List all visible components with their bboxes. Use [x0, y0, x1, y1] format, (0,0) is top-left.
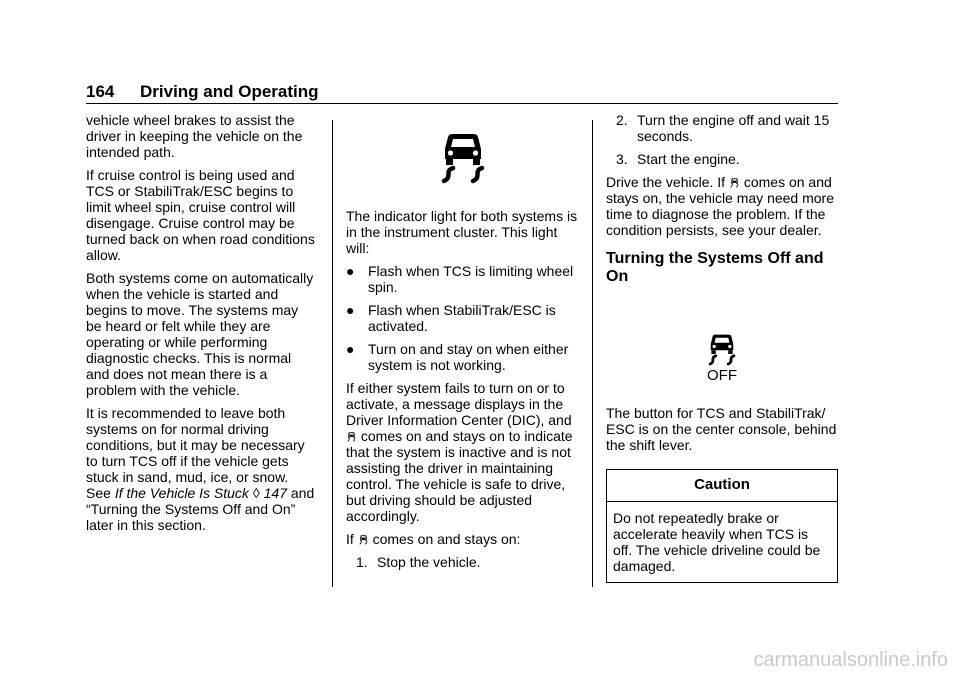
caution-box	[606, 469, 838, 583]
paragraph: The indicator light for both systems is in the instrument cluster. This light will:	[346, 208, 578, 256]
list-item-text: Flash when TCS is limiting wheel spin.	[368, 263, 574, 295]
step-item	[606, 151, 838, 167]
column-middle	[346, 112, 580, 577]
bullet-icon: ●	[346, 302, 355, 318]
column-right	[606, 112, 838, 583]
text: and “Turning the Systems Off and On” later in this section.	[86, 485, 315, 533]
text: comes on and stays on to indicate that the system is inactive and is not assisting the driver in maintaining control. The vehicle is safe to drive, but driving should be adjusted accordingly.	[346, 428, 573, 524]
list-item-text: Turn on and stay on when either system is not working.	[368, 341, 569, 373]
traction-control-icon	[359, 534, 368, 545]
step-text: Turn the engine off and wait 15 seconds.	[637, 112, 830, 144]
step-number: 1.	[356, 554, 368, 570]
paragraph	[86, 405, 316, 533]
step-text: Start the engine.	[637, 151, 740, 167]
text: If either system fails to turn on or to activate, a message displays in the Driver Information Center (DIC), and	[346, 380, 572, 428]
paragraph: The button for TCS and StabiliTrak/ ESC is on the center console, behind the shift lever.	[606, 405, 837, 453]
traction-control-icon	[346, 130, 580, 184]
list-item-text: Flash when StabiliTrak/ESC is activated.	[368, 302, 556, 334]
list-item	[346, 341, 580, 373]
off-label: OFF	[707, 367, 737, 384]
section-title: Driving and Operating	[140, 82, 319, 101]
list-item	[346, 263, 580, 295]
page-arrow-icon: ◊	[252, 485, 260, 501]
paragraph	[346, 531, 580, 547]
column-divider	[332, 120, 333, 587]
step-number: 2.	[616, 112, 628, 128]
text: comes on and stays on:	[372, 531, 521, 547]
column-left	[86, 112, 316, 540]
caution-body: Do not repeatedly brake or accelerate heavily when TCS is off. The vehicle driveline could be damaged.	[613, 510, 821, 574]
section-heading: Turning the Systems Off and On	[606, 250, 824, 285]
text: comes on and stays on, the vehicle may need more time to diagnose the problem. If the condition persists, see your dealer.	[606, 174, 835, 238]
text: It is recommended to leave both systems on for normal driving conditions, but it may be necessary to turn TCS off if the vehicle gets stuck in sand, mud, ice, or snow. See	[86, 405, 305, 501]
column-divider	[592, 120, 593, 587]
traction-control-icon	[347, 431, 356, 442]
watermark: carmanualsonline.info	[753, 649, 948, 671]
text: Drive the vehicle. If	[606, 174, 726, 190]
step-item	[606, 112, 838, 144]
page-reference[interactable]: 147	[263, 485, 287, 501]
page-header	[86, 82, 319, 102]
step-text: Stop the vehicle.	[377, 554, 481, 570]
paragraph: vehicle wheel brakes to assist the driver in keeping the vehicle on the intended path.	[86, 112, 303, 160]
bullet-icon: ●	[346, 263, 355, 279]
bullet-icon: ●	[346, 341, 355, 357]
caution-title: Caution	[607, 470, 837, 502]
step-number: 3.	[616, 151, 628, 167]
cross-reference-link[interactable]: If the Vehicle Is Stuck	[114, 485, 249, 501]
traction-control-icon	[730, 177, 739, 188]
paragraph: If cruise control is being used and TCS or StabiliTrak/ESC begins to limit wheel spin, cruise control will disengage. Cruise control may be turned back on when road conditions allow.	[86, 167, 315, 263]
header-rule	[86, 103, 838, 104]
text: If	[346, 531, 354, 547]
paragraph	[606, 174, 838, 238]
paragraph: Both systems come on automatically when the vehicle is started and begins to move. The systems may be heard or felt while they are operating or while performing diagnostic checks. This is normal and does not mean there is a problem with the vehicle.	[86, 270, 314, 398]
traction-control-off-icon	[606, 332, 838, 366]
paragraph	[346, 380, 580, 524]
step-item	[346, 554, 580, 570]
list-item	[346, 302, 580, 334]
page-number: 164	[86, 82, 115, 101]
